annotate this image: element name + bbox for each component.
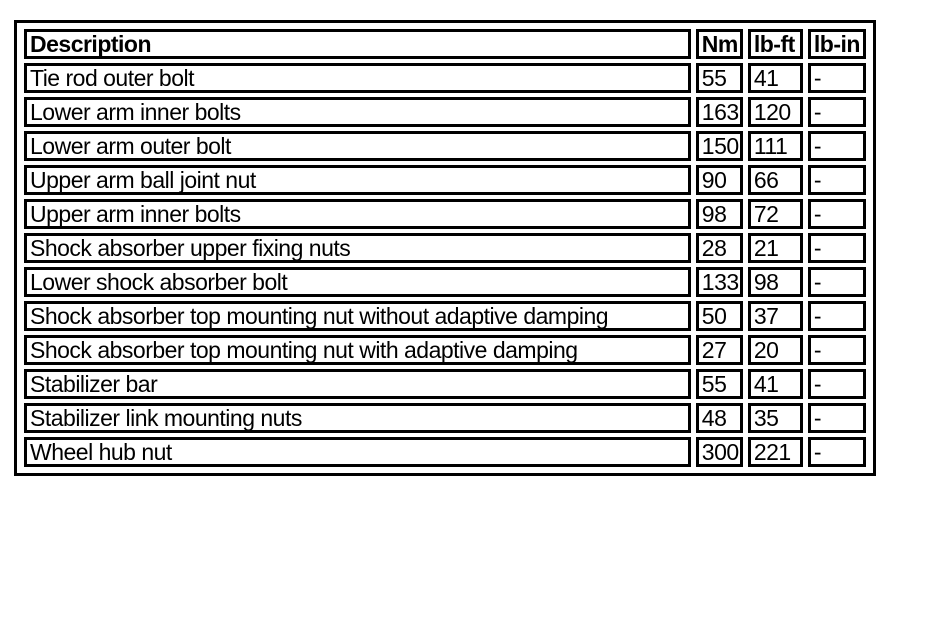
cell-lb-in: - bbox=[808, 97, 866, 127]
table-row bbox=[24, 131, 866, 161]
table-row bbox=[24, 233, 866, 263]
cell-nm: 163 bbox=[696, 97, 743, 127]
cell-description: Lower arm outer bolt bbox=[24, 131, 691, 161]
cell-nm: 133 bbox=[696, 267, 743, 297]
cell-description: Lower arm inner bolts bbox=[24, 97, 691, 127]
table-row bbox=[24, 267, 866, 297]
cell-description: Stabilizer link mounting nuts bbox=[24, 403, 691, 433]
table-row bbox=[24, 335, 866, 365]
cell-description: Shock absorber top mounting nut without adaptive damping bbox=[24, 301, 691, 331]
cell-lb-ft: 41 bbox=[748, 369, 803, 399]
cell-description: Upper arm inner bolts bbox=[24, 199, 691, 229]
cell-nm: 50 bbox=[696, 301, 743, 331]
cell-description: Tie rod outer bolt bbox=[24, 63, 691, 93]
table-row bbox=[24, 63, 866, 93]
cell-lb-in: - bbox=[808, 63, 866, 93]
cell-lb-ft: 20 bbox=[748, 335, 803, 365]
torque-table bbox=[19, 25, 871, 471]
cell-nm: 150 bbox=[696, 131, 743, 161]
cell-lb-in: - bbox=[808, 165, 866, 195]
cell-lb-ft: 120 bbox=[748, 97, 803, 127]
cell-lb-in: - bbox=[808, 403, 866, 433]
cell-description: Stabilizer bar bbox=[24, 369, 691, 399]
torque-spec-table bbox=[14, 20, 876, 476]
cell-lb-ft: 98 bbox=[748, 267, 803, 297]
cell-lb-ft: 35 bbox=[748, 403, 803, 433]
cell-lb-ft: 21 bbox=[748, 233, 803, 263]
header-nm: Nm bbox=[696, 29, 743, 59]
cell-lb-ft: 72 bbox=[748, 199, 803, 229]
cell-description: Shock absorber top mounting nut with adaptive damping bbox=[24, 335, 691, 365]
cell-nm: 55 bbox=[696, 63, 743, 93]
cell-description: Lower shock absorber bolt bbox=[24, 267, 691, 297]
cell-lb-in: - bbox=[808, 335, 866, 365]
cell-nm: 27 bbox=[696, 335, 743, 365]
table-row bbox=[24, 199, 866, 229]
cell-lb-in: - bbox=[808, 131, 866, 161]
cell-nm: 48 bbox=[696, 403, 743, 433]
cell-lb-ft: 37 bbox=[748, 301, 803, 331]
cell-lb-in: - bbox=[808, 267, 866, 297]
header-description: Description bbox=[24, 29, 691, 59]
cell-lb-ft: 221 bbox=[748, 437, 803, 467]
table-row bbox=[24, 165, 866, 195]
cell-description: Upper arm ball joint nut bbox=[24, 165, 691, 195]
table-header-row bbox=[24, 29, 866, 59]
table-row bbox=[24, 97, 866, 127]
header-lb-in: lb-in bbox=[808, 29, 866, 59]
cell-lb-in: - bbox=[808, 199, 866, 229]
cell-lb-in: - bbox=[808, 233, 866, 263]
cell-nm: 90 bbox=[696, 165, 743, 195]
table-row bbox=[24, 301, 866, 331]
cell-lb-in: - bbox=[808, 301, 866, 331]
cell-lb-ft: 41 bbox=[748, 63, 803, 93]
cell-nm: 98 bbox=[696, 199, 743, 229]
cell-description: Wheel hub nut bbox=[24, 437, 691, 467]
cell-lb-in: - bbox=[808, 437, 866, 467]
table-row bbox=[24, 403, 866, 433]
cell-lb-ft: 111 bbox=[748, 131, 803, 161]
cell-nm: 300 bbox=[696, 437, 743, 467]
cell-nm: 55 bbox=[696, 369, 743, 399]
cell-lb-ft: 66 bbox=[748, 165, 803, 195]
header-lb-ft: lb-ft bbox=[748, 29, 803, 59]
cell-description: Shock absorber upper fixing nuts bbox=[24, 233, 691, 263]
table-row bbox=[24, 437, 866, 467]
cell-nm: 28 bbox=[696, 233, 743, 263]
table-body bbox=[24, 63, 866, 467]
table-row bbox=[24, 369, 866, 399]
cell-lb-in: - bbox=[808, 369, 866, 399]
